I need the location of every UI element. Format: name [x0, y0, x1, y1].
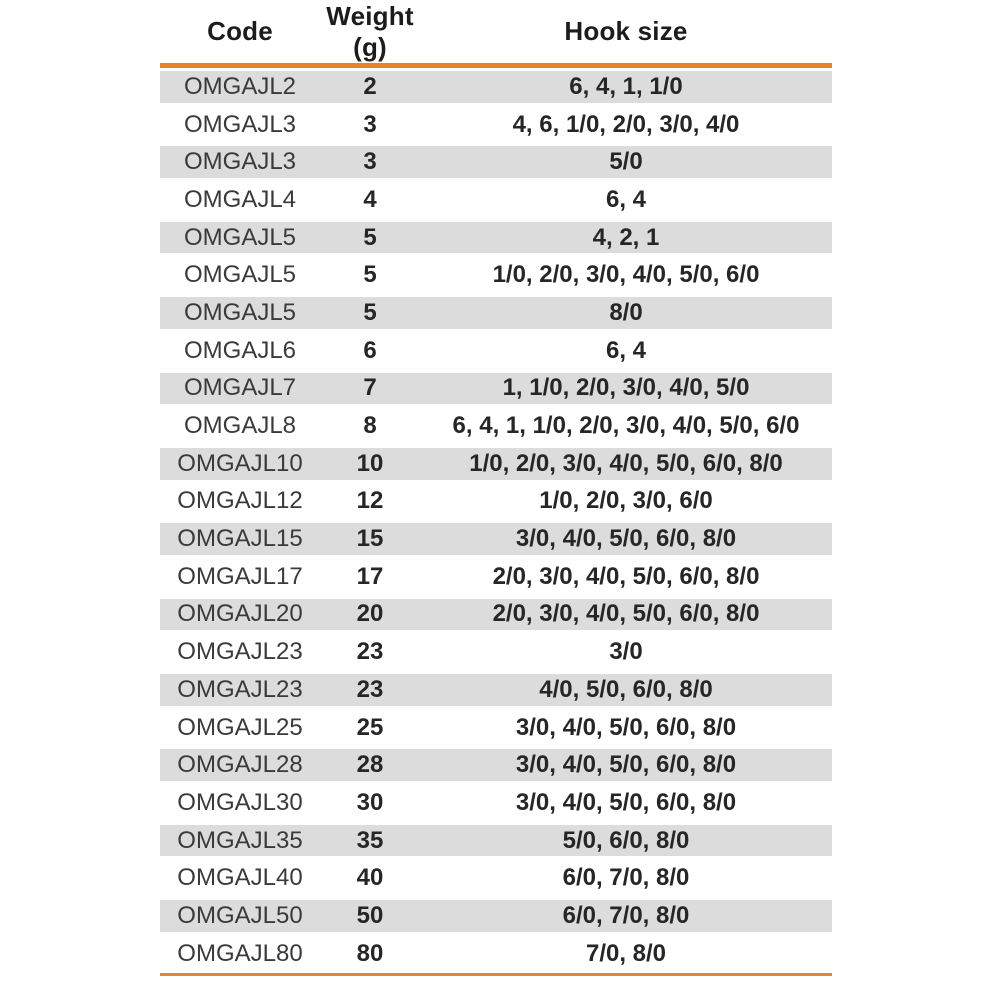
- table-row: [160, 558, 832, 596]
- hooksize-cell: 8/0: [609, 298, 643, 326]
- hooksize-cell: 3/0, 4/0, 5/0, 6/0, 8/0: [515, 525, 737, 553]
- weight-cell: 5: [363, 298, 377, 326]
- column-header-weight: Weight (g): [326, 0, 414, 62]
- weight-cell: 7: [363, 374, 377, 402]
- table-row: [160, 746, 832, 784]
- table-row: [160, 483, 832, 521]
- hooksize-cell: 6, 4: [605, 185, 647, 213]
- weight-cell: 50: [356, 901, 384, 929]
- hooksize-cell: 2/0, 3/0, 4/0, 5/0, 6/0, 8/0: [492, 562, 760, 590]
- hooksize-cell: 3/0, 4/0, 5/0, 6/0, 8/0: [515, 713, 737, 741]
- table-row: [160, 935, 832, 973]
- table-row: [160, 633, 832, 671]
- hooksize-cell: 3/0, 4/0, 5/0, 6/0, 8/0: [515, 751, 737, 779]
- hooksize-cell: 6/0, 7/0, 8/0: [562, 864, 690, 892]
- hooksize-cell: 4, 2, 1: [592, 223, 660, 251]
- hooksize-cell: 1/0, 2/0, 3/0, 6/0: [539, 487, 713, 515]
- code-cell: OMGAJL10: [177, 449, 303, 477]
- weight-cell: 5: [363, 223, 377, 251]
- table-row: [160, 784, 832, 822]
- table-row: [160, 332, 832, 370]
- hooksize-cell: 2/0, 3/0, 4/0, 5/0, 6/0, 8/0: [492, 600, 760, 628]
- code-cell: OMGAJL17: [177, 562, 303, 590]
- weight-cell: 4: [363, 185, 377, 213]
- table-row: [160, 370, 832, 408]
- weight-cell: 10: [356, 449, 384, 477]
- weight-cell: 5: [363, 261, 377, 289]
- table-row: [160, 143, 832, 181]
- table-row: [160, 822, 832, 860]
- hooksize-cell: 6, 4: [605, 336, 647, 364]
- code-cell: OMGAJL28: [177, 751, 303, 779]
- code-cell: OMGAJL12: [177, 487, 303, 515]
- code-cell: OMGAJL5: [183, 261, 297, 289]
- table-row: [160, 106, 832, 144]
- hooksize-cell: 1/0, 2/0, 3/0, 4/0, 5/0, 6/0: [492, 261, 760, 289]
- hooksize-cell: 1, 1/0, 2/0, 3/0, 4/0, 5/0: [502, 374, 750, 402]
- hooksize-cell: 6/0, 7/0, 8/0: [562, 901, 690, 929]
- weight-cell: 3: [363, 110, 377, 138]
- weight-cell: 30: [356, 788, 384, 816]
- table-row: [160, 407, 832, 445]
- weight-cell: 23: [356, 675, 384, 703]
- table-row: [160, 219, 832, 257]
- table-body: [160, 68, 832, 973]
- table-row: [160, 671, 832, 709]
- code-cell: OMGAJL4: [183, 185, 297, 213]
- weight-cell: 12: [356, 487, 384, 515]
- table-row: [160, 859, 832, 897]
- code-cell: OMGAJL23: [177, 675, 303, 703]
- hooksize-cell: 4, 6, 1/0, 2/0, 3/0, 4/0: [512, 110, 740, 138]
- code-cell: OMGAJL6: [183, 336, 297, 364]
- hooksize-cell: 4/0, 5/0, 6/0, 8/0: [539, 675, 713, 703]
- table-header-row: [160, 0, 832, 63]
- weight-cell: 80: [356, 939, 384, 967]
- weight-cell: 23: [356, 638, 384, 666]
- weight-cell: 20: [356, 600, 384, 628]
- code-cell: OMGAJL5: [183, 223, 297, 251]
- weight-cell: 2: [363, 72, 377, 100]
- weight-cell: 6: [363, 336, 377, 364]
- weight-cell: 3: [363, 148, 377, 176]
- weight-cell: 17: [356, 562, 384, 590]
- code-cell: OMGAJL3: [183, 110, 297, 138]
- code-cell: OMGAJL25: [177, 713, 303, 741]
- table-row: [160, 181, 832, 219]
- code-cell: OMGAJL5: [183, 298, 297, 326]
- bottom-rule: [160, 973, 832, 976]
- hooksize-cell: 1/0, 2/0, 3/0, 4/0, 5/0, 6/0, 8/0: [469, 449, 783, 477]
- code-cell: OMGAJL7: [183, 374, 297, 402]
- code-cell: OMGAJL50: [177, 901, 303, 929]
- spec-table: [160, 0, 832, 976]
- code-cell: OMGAJL23: [177, 638, 303, 666]
- column-header-code: Code: [207, 16, 273, 46]
- weight-cell: 25: [356, 713, 384, 741]
- table-row: [160, 897, 832, 935]
- code-cell: OMGAJL8: [183, 412, 297, 440]
- table-row: [160, 709, 832, 747]
- table-row: [160, 445, 832, 483]
- table-row: [160, 68, 832, 106]
- table-row: [160, 294, 832, 332]
- code-cell: OMGAJL80: [177, 939, 303, 967]
- hooksize-cell: 3/0, 4/0, 5/0, 6/0, 8/0: [515, 788, 737, 816]
- weight-cell: 40: [356, 864, 384, 892]
- code-cell: OMGAJL2: [183, 72, 297, 100]
- code-cell: OMGAJL20: [177, 600, 303, 628]
- table-row: [160, 596, 832, 634]
- weight-cell: 15: [356, 525, 384, 553]
- hooksize-cell: 5/0: [609, 148, 643, 176]
- code-cell: OMGAJL3: [183, 148, 297, 176]
- hooksize-cell: 6, 4, 1, 1/0, 2/0, 3/0, 4/0, 5/0, 6/0: [452, 412, 800, 440]
- code-cell: OMGAJL30: [177, 788, 303, 816]
- column-header-hook-size: Hook size: [564, 16, 688, 46]
- weight-cell: 35: [356, 826, 384, 854]
- weight-cell: 28: [356, 751, 384, 779]
- code-cell: OMGAJL15: [177, 525, 303, 553]
- hooksize-cell: 7/0, 8/0: [585, 939, 667, 967]
- table-row: [160, 256, 832, 294]
- code-cell: OMGAJL40: [177, 864, 303, 892]
- hooksize-cell: 3/0: [609, 638, 643, 666]
- hooksize-cell: 6, 4, 1, 1/0: [569, 72, 683, 100]
- weight-cell: 8: [363, 412, 377, 440]
- hooksize-cell: 5/0, 6/0, 8/0: [562, 826, 690, 854]
- code-cell: OMGAJL35: [177, 826, 303, 854]
- table-row: [160, 520, 832, 558]
